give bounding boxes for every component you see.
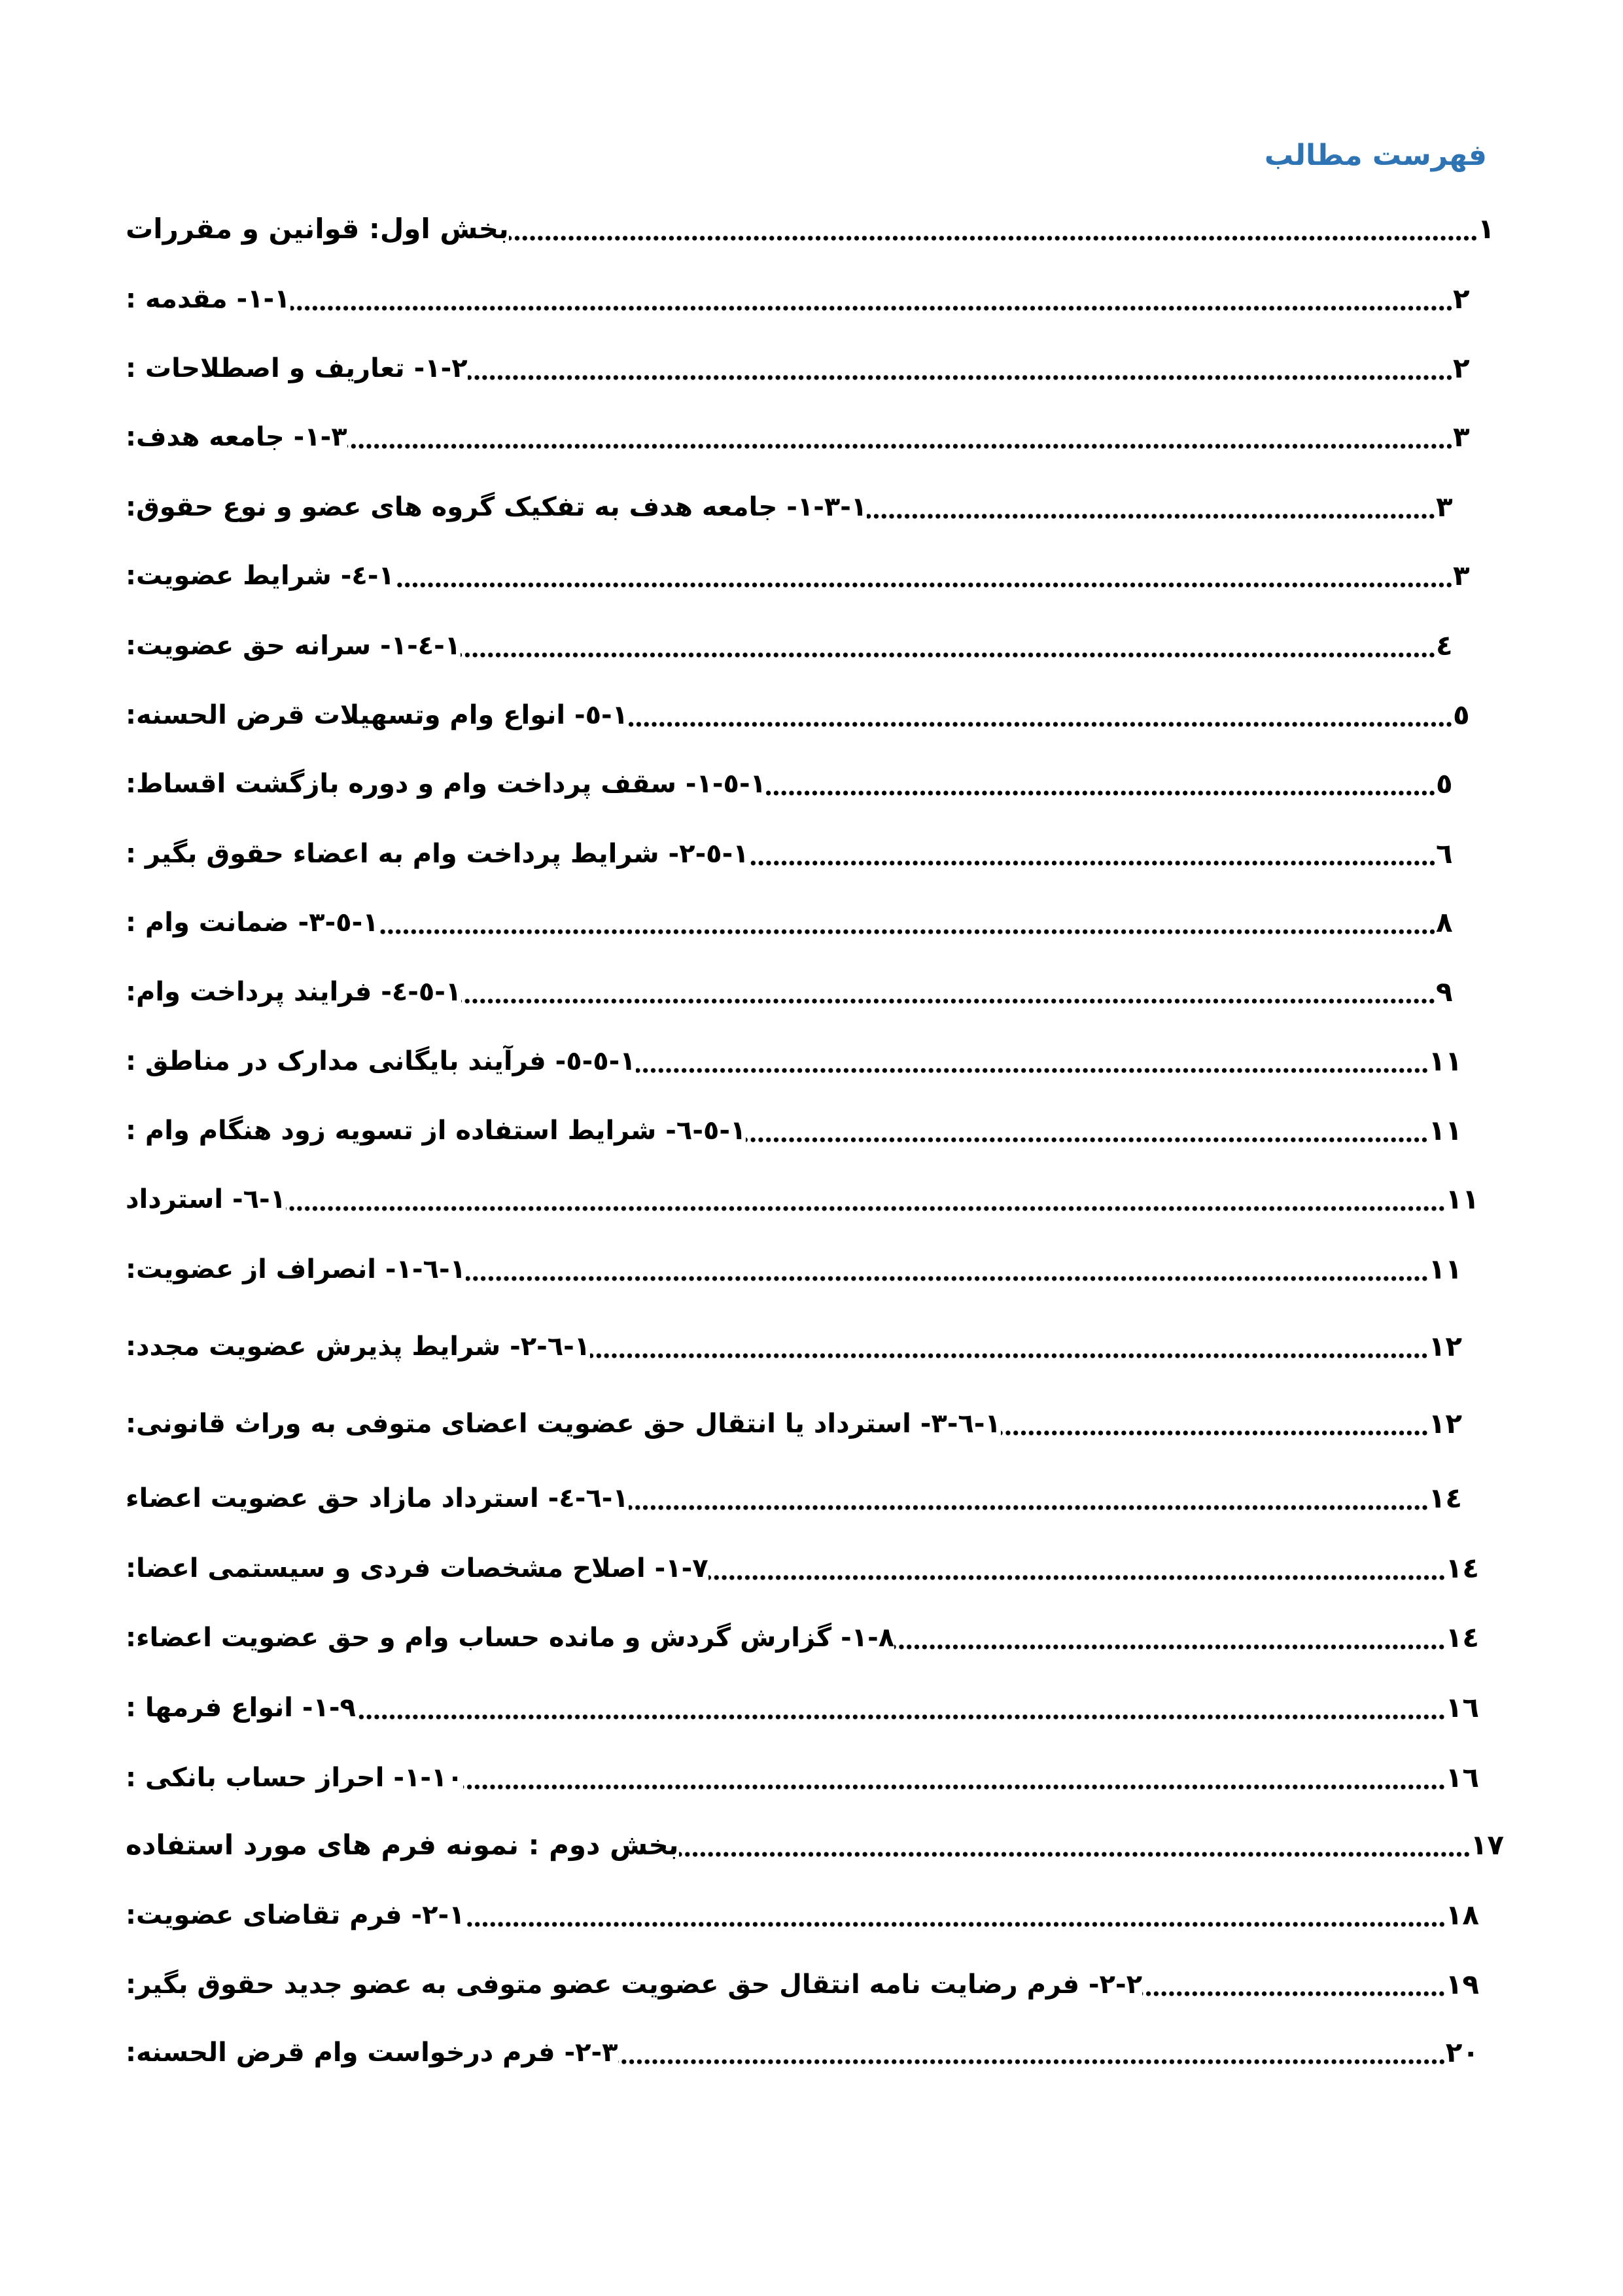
toc-page-number: ٦ [1436,838,1453,870]
toc-entry[interactable] [116,1248,1471,1290]
toc-entry-title: ۱-۱- مقدمه : [126,284,290,314]
toc-entry[interactable] [116,555,1488,597]
toc-entry[interactable] [116,625,1471,667]
dot-leader [618,2032,1446,2074]
dot-leader [1001,1403,1429,1445]
dot-leader [468,347,1453,389]
toc-entry[interactable] [116,1403,1471,1445]
toc-entry[interactable] [116,902,1471,944]
toc-section-entry[interactable] [116,208,1513,250]
toc-entry-title: ۱-۹- انواع فرمها : [126,1693,356,1723]
toc-section-entry[interactable] [116,1824,1513,1866]
toc-page-number: ۹ [1436,976,1453,1008]
toc-page-number: ۱۹ [1445,1968,1479,2000]
toc-page-number: ۱٦ [1445,1691,1479,1723]
toc-entry-title: ۱-٥-۲- شرایط پرداخت وام به اعضاء حقوق بگیر : [126,839,749,869]
toc-page-number: ۸ [1436,906,1453,938]
toc-entry-title: ۱-٦- استرداد [126,1184,287,1214]
dot-leader [509,208,1478,250]
toc-entry-title: ۱-۱۰- احراز حساب بانکی : [126,1763,463,1793]
dot-leader [465,1894,1446,1936]
toc-entry[interactable] [116,1178,1488,1220]
dot-leader [379,902,1436,944]
toc-page-number: ٥ [1453,699,1470,731]
dot-leader [867,486,1436,528]
toc-entry-title: بخش دوم : نمونه فرم های مورد استفاده [126,1829,679,1861]
toc-entry[interactable] [116,1757,1488,1799]
toc-entry[interactable] [116,971,1471,1013]
toc-entry-title: بخش اول: قوانین و مقررات [126,213,509,245]
dot-leader [461,625,1436,667]
toc-entry[interactable] [116,1326,1471,1368]
toc-entry[interactable] [116,694,1488,736]
toc-entry[interactable] [116,1040,1471,1082]
toc-page-number: ۱۸ [1445,1899,1479,1931]
page-title: فهرست مطالب [1264,139,1487,172]
toc-entry-title: ۱-٥-٥- فرآیند بایگانی مدارک در مناطق : [126,1046,636,1076]
toc-page-number: ۲ [1453,352,1470,384]
toc-entry[interactable] [116,1477,1471,1519]
dot-leader [746,1110,1428,1152]
toc-page-number: ۳ [1453,559,1470,592]
toc-page-number: ۳ [1453,421,1470,453]
toc-entry-title: ۱-۳-۱- جامعه هدف به تفکیک گروه های عضو و نوع حقوق: [126,492,867,522]
toc-page-number: ۱۱ [1428,1045,1462,1077]
toc-entry[interactable] [116,1964,1488,2005]
toc-page-number: ٤ [1436,629,1453,662]
toc-page-number: ۱۲ [1428,1330,1462,1362]
toc-page-number: ۳ [1436,491,1453,523]
toc-entry[interactable] [116,2032,1488,2074]
toc-page-number: ۱٤ [1428,1482,1462,1514]
toc-page-number: ۱٦ [1445,1761,1479,1793]
toc-entry[interactable] [116,1894,1488,1936]
toc-entry[interactable] [116,347,1488,389]
toc-entry-title: ۱-۷- اصلاح مشخصات فردی و سیستمی اعضا: [126,1553,708,1583]
toc-entry-title: ۱-۲- تعاریف و اصطلاحات : [126,353,468,383]
dot-leader [749,833,1436,875]
toc-entry[interactable] [116,278,1488,320]
dot-leader [1142,1964,1446,2005]
toc-entry-title: ۲-۱- فرم تقاضای عضویت: [126,1900,465,1930]
toc-entry[interactable] [116,486,1471,528]
dot-leader [590,1326,1429,1368]
toc-entry-title: ۱-٥-۳- ضمانت وام : [126,908,379,938]
dot-leader [463,1757,1446,1799]
toc-entry-title: ۱-٤-۱- سرانه حق عضویت: [126,631,461,661]
toc-entry-title: ۱-٦-۲- شرایط پذیرش عضویت مجدد: [126,1332,591,1362]
toc-entry-title: ۱-٦-۱- انصراف از عضویت: [126,1254,466,1284]
toc-page-number: ٥ [1436,768,1453,800]
dot-leader [628,694,1453,736]
dot-leader [394,555,1453,597]
toc-entry[interactable] [116,833,1471,875]
dot-leader [347,416,1453,458]
dot-leader [629,1477,1429,1519]
dot-leader [461,971,1436,1013]
dot-leader [894,1617,1446,1659]
toc-entry-title: ۱-٦-٤- استرداد مازاد حق عضویت اعضاء [126,1483,629,1513]
toc-entry-title: ۱-٥-۱- سقف پرداخت وام و دوره بازگشت اقساط: [126,769,766,799]
dot-leader [636,1040,1429,1082]
toc-entry-title: ۱-۸- گزارش گردش و مانده حساب وام و حق عضویت اعضاء: [126,1623,895,1653]
dot-leader [708,1547,1446,1589]
toc-entry-title: ۱-٥- انواع وام وتسهیلات قرض الحسنه: [126,700,629,730]
dot-leader [466,1248,1429,1290]
toc-entry-title: ۱-۳- جامعه هدف: [126,422,347,452]
toc-entry[interactable] [116,416,1488,458]
toc-page-number: ۱۱ [1445,1183,1479,1215]
toc-page-number: ۲ [1453,283,1470,315]
toc-entry-title: ۲-۳- فرم درخواست وام قرض الحسنه: [126,2038,618,2068]
toc-page-number: ۱۱ [1428,1253,1462,1285]
toc-page-number: ۱۱ [1428,1114,1462,1146]
toc-entry-title: ۱-٥-٤- فرایند پرداخت وام: [126,977,462,1007]
dot-leader [286,1178,1446,1220]
dot-leader [356,1687,1446,1729]
toc-entry-title: ۱-٥-٦- شرایط استفاده از تسویه زود هنگام وام : [126,1116,746,1146]
toc-page-number: ۱۲ [1428,1407,1462,1439]
toc-entry[interactable] [116,1547,1488,1589]
toc-entry-title: ۱-٦-۳- استرداد یا انتقال حق عضویت اعضای متوفی به وراث قانونی: [126,1409,1001,1439]
toc-entry[interactable] [116,1110,1471,1152]
dot-leader [766,763,1436,805]
toc-entry[interactable] [116,763,1471,805]
toc-page-number: ۲۰ [1445,2036,1479,2068]
toc-entry[interactable] [116,1617,1488,1659]
toc-page-number: ۱٤ [1445,1621,1479,1653]
toc-page-number: ۱ [1478,213,1495,245]
toc-page-number: ۱٤ [1445,1552,1479,1584]
dot-leader [290,278,1453,320]
toc-page-number: ۱۷ [1470,1829,1504,1861]
toc-entry-title: ۱-٤- شرایط عضویت: [126,561,394,591]
dot-leader [679,1824,1471,1866]
toc-entry-title: ۲-۲- فرم رضایت نامه انتقال حق عضویت عضو متوفی به عضو جدید حقوق بگیر: [126,1969,1142,2000]
toc-entry[interactable] [116,1687,1488,1729]
